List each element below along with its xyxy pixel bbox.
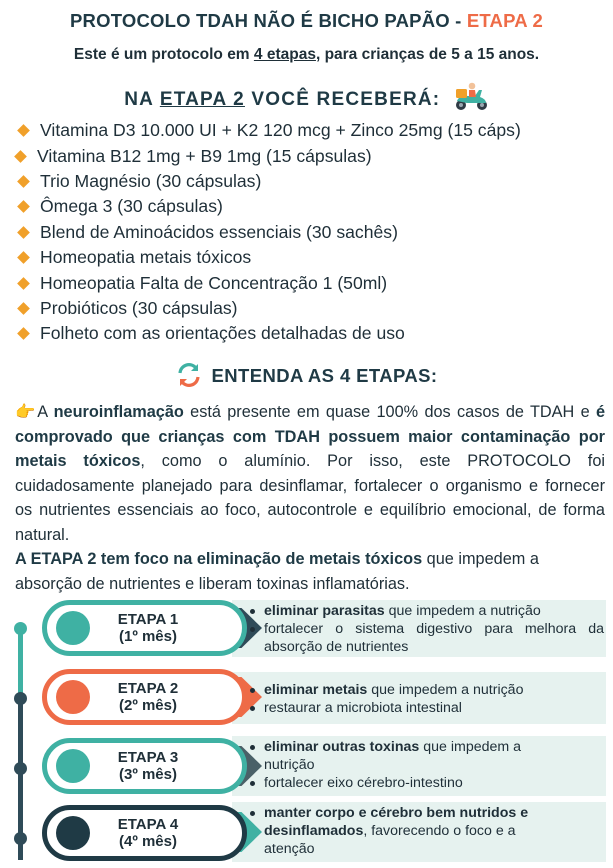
stage-name: ETAPA 1 bbox=[117, 611, 179, 628]
item-text: Vitamina D3 10.000 UI + K2 120 mcg + Zinco 25mg (15 cáps) bbox=[40, 120, 521, 141]
timeline-dot bbox=[14, 622, 27, 635]
para1-bold-2: é comprovado que crianças com TDAH possuem maior contaminação por metais tóxicos bbox=[15, 403, 606, 471]
stage-label bbox=[90, 816, 206, 850]
title-main: PROTOCOLO TDAH NÃO É BICHO PAPÃO - bbox=[70, 10, 467, 31]
stage-2-bullets bbox=[246, 681, 604, 717]
list-item bbox=[14, 143, 612, 168]
bullet-item bbox=[246, 602, 604, 620]
para2-bold: A ETAPA 2 tem foco na eliminação de metais tóxicos bbox=[15, 550, 423, 568]
para1-text-3: , como o alumínio. Por isso, este PROTOCOLO foi cuidadosamente planejado para desinflamar, fortalecer o organismo e fornecer os nutrientes essenciais ao foco, autocontrole e equilíbrio emocional, de forma natural. bbox=[15, 452, 605, 544]
bullet-bold: eliminar outras toxinas bbox=[264, 739, 420, 755]
timeline-line-segment bbox=[18, 698, 23, 768]
stage-month: (1º mês) bbox=[118, 628, 177, 645]
stage-pill-2 bbox=[42, 669, 247, 725]
stage-3-bullets bbox=[246, 738, 546, 792]
intro-paragraph bbox=[15, 400, 605, 548]
stages-heading bbox=[0, 362, 613, 388]
stage-label bbox=[90, 611, 206, 645]
item-text: Trio Magnésio (30 cápsulas) bbox=[40, 170, 262, 191]
receive-head-underlined: ETAPA 2 bbox=[159, 89, 245, 110]
list-item bbox=[17, 118, 612, 143]
stage-name: ETAPA 2 bbox=[117, 680, 179, 697]
diamond-bullet-icon bbox=[17, 175, 30, 188]
timeline-dot bbox=[14, 692, 27, 705]
bullet-item bbox=[246, 699, 604, 717]
bullet-item bbox=[246, 620, 604, 656]
timeline-line-segment bbox=[18, 628, 23, 698]
subtitle-post: , para crianças de 5 a 15 anos. bbox=[315, 46, 540, 63]
bullet-bold: eliminar metais bbox=[264, 682, 368, 698]
diamond-bullet-icon bbox=[17, 277, 30, 290]
bullet-item bbox=[246, 774, 546, 792]
item-text: Ômega 3 (30 cápsulas) bbox=[40, 196, 223, 217]
diamond-bullet-icon bbox=[17, 251, 30, 264]
subtitle-pre: Este é um protocolo em bbox=[73, 46, 254, 63]
stage-1-bullets bbox=[246, 602, 604, 656]
stage-month: (2º mês) bbox=[118, 697, 177, 714]
para1-text-2: está presente em quase 100% dos casos de TDAH e bbox=[183, 403, 596, 421]
scooter-delivery-icon bbox=[453, 81, 489, 111]
stage-circle bbox=[56, 816, 90, 850]
para2-text: que impedem a absorção de nutrientes e liberam toxinas inflamatórias. bbox=[15, 550, 539, 593]
stage-label bbox=[90, 749, 206, 783]
diamond-bullet-icon bbox=[14, 150, 27, 163]
stage-pill-4 bbox=[42, 805, 247, 861]
refresh-cycle-icon bbox=[176, 362, 202, 388]
stage-label bbox=[90, 680, 206, 714]
bullet-item bbox=[246, 804, 566, 858]
list-item bbox=[17, 245, 612, 270]
stage-circle bbox=[56, 749, 90, 783]
bullet-item bbox=[246, 681, 604, 699]
receive-head-pre: NA bbox=[124, 89, 160, 110]
bullet-text: , favorecendo o foco e a atenção bbox=[264, 823, 516, 857]
title-accent: ETAPA 2 bbox=[466, 10, 543, 31]
subtitle bbox=[0, 46, 613, 64]
bullet-text: fortalecer eixo cérebro-intestino bbox=[264, 775, 463, 791]
item-text: Blend de Aminoácidos essenciais (30 sachês) bbox=[40, 221, 398, 242]
receive-head-post: VOCÊ RECEBERÁ: bbox=[244, 89, 441, 110]
list-item bbox=[17, 321, 612, 346]
bullet-text: que impedem a nutrição bbox=[367, 682, 524, 698]
timeline-dot bbox=[14, 762, 27, 775]
stage-circle bbox=[56, 611, 90, 645]
bullet-text: que impedem a nutrição bbox=[264, 739, 522, 773]
item-text: Folheto com as orientações detalhadas de uso bbox=[40, 323, 405, 344]
para1-text-1: A bbox=[37, 403, 54, 421]
list-item bbox=[17, 220, 612, 245]
diamond-bullet-icon bbox=[17, 200, 30, 213]
para1-bold-1: neuroinflamação bbox=[53, 403, 184, 421]
stage-month: (4º mês) bbox=[118, 833, 177, 850]
item-text: Probióticos (30 cápsulas) bbox=[40, 297, 238, 318]
list-item bbox=[17, 270, 612, 295]
bullet-bold: manter corpo e cérebro bem nutridos e desinflamados bbox=[264, 805, 529, 839]
bullet-text: que impedem a nutrição bbox=[384, 603, 541, 619]
bullet-text: fortalecer o sistema digestivo para melhora da absorção de nutrientes bbox=[264, 621, 604, 655]
bullet-text: restaurar a microbiota intestinal bbox=[264, 700, 462, 716]
page-title bbox=[0, 10, 613, 32]
bullet-bold: eliminar parasitas bbox=[264, 603, 385, 619]
stage-name: ETAPA 3 bbox=[117, 749, 179, 766]
receive-heading bbox=[0, 81, 613, 111]
item-text: Homeopatia Falta de Concentração 1 (50ml) bbox=[40, 272, 388, 293]
stage-month: (3º mês) bbox=[118, 766, 177, 783]
diamond-bullet-icon bbox=[17, 302, 30, 315]
diamond-bullet-icon bbox=[17, 327, 30, 340]
stage-pill-3 bbox=[42, 738, 247, 794]
list-item bbox=[17, 194, 612, 219]
stage-pill-1 bbox=[42, 600, 247, 656]
subtitle-underlined: 4 etapas bbox=[253, 46, 316, 63]
pointing-hand-icon: 👉 bbox=[15, 403, 36, 421]
focus-paragraph bbox=[15, 547, 605, 596]
item-text: Homeopatia metais tóxicos bbox=[40, 247, 252, 268]
bullet-item bbox=[246, 738, 546, 774]
diamond-bullet-icon bbox=[17, 226, 30, 239]
stage-4-bullets bbox=[246, 804, 566, 858]
stage-name: ETAPA 4 bbox=[117, 816, 179, 833]
stage-circle bbox=[56, 680, 90, 714]
list-item bbox=[17, 296, 612, 321]
stages-head-text: ENTENDA AS 4 ETAPAS: bbox=[211, 365, 438, 386]
items-list bbox=[17, 118, 612, 347]
list-item bbox=[17, 169, 612, 194]
diamond-bullet-icon bbox=[17, 124, 30, 137]
timeline-dot bbox=[14, 832, 27, 845]
item-text: Vitamina B12 1mg + B9 1mg (15 cápsulas) bbox=[37, 145, 372, 166]
